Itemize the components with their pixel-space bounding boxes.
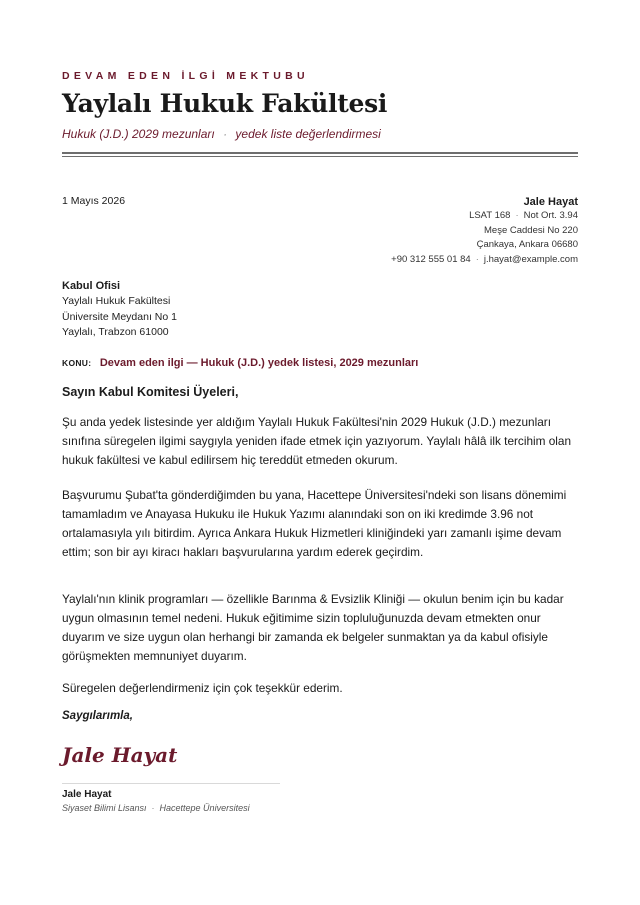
sender-scores bbox=[391, 209, 578, 224]
recipient-school: Yaylalı Hukuk Fakültesi bbox=[62, 295, 171, 307]
subtitle-program: Hukuk (J.D.) 2029 mezunları bbox=[62, 127, 215, 141]
subtitle-separator: · bbox=[223, 127, 228, 141]
closing: Saygılarımla, bbox=[62, 710, 133, 722]
body-paragraph: Başvurumu Şubat'ta gönderdiğimden bu yana, Hacettepe Üniversitesi'ndeki son lisans dönemimi tamamladım ve Anayasa Hukuku ile Hukuk Yazımı alanındaki son on iki kredimde 3.96 not ortalamasıyla yılı bitirdim. Ayrıca Ankara Hukuk Hizmetleri kliniğindeki yarı zamanlı işime devam ettim; son bir ayı kiracı hakları başvurularına yardım ederek geçirdim. bbox=[62, 488, 567, 559]
sender-lsat: LSAT 168 bbox=[469, 210, 511, 221]
subject-line bbox=[62, 353, 418, 371]
sender-email: j.hayat@example.com bbox=[483, 253, 578, 265]
subtitle-status: yedek liste değerlendirmesi bbox=[235, 127, 381, 141]
sender-contact bbox=[391, 253, 578, 268]
signature-credentials bbox=[62, 803, 250, 813]
header-divider-thin bbox=[62, 156, 578, 157]
sender-city: Çankaya, Ankara 06680 bbox=[476, 239, 578, 250]
body-paragraph: Yaylalı'nın klinik programları — özellikle Barınma & Evsizlik Kliniği — okulun benim için bu kadar uygun olmasının temel nedeni. Hukuk eğitimime sizin topluluğunuzda devam etmekten onur duyarım ve size uygun olan herhangi bir zamanda ek belgeler sunmaktan ya da kabul ofisiyle görüşmekten memnuniyet duyarım. bbox=[62, 592, 564, 663]
signature-script: Jale Hayat bbox=[62, 743, 178, 767]
sender-phone: +90 312 555 01 84 bbox=[391, 253, 471, 265]
sender-gpa: Not Ort. 3.94 bbox=[523, 210, 578, 221]
sender-street: Meşe Caddesi No 220 bbox=[484, 224, 578, 236]
signature-divider bbox=[62, 783, 280, 784]
subject-tag: KONU: bbox=[62, 358, 92, 368]
signature-separator: · bbox=[151, 803, 155, 813]
sender-separator: · bbox=[515, 210, 519, 221]
recipient-city: Yaylalı, Trabzon 61000 bbox=[62, 326, 169, 338]
subject-text: Devam eden ilgi — Hukuk (J.D.) yedek listesi, 2029 mezunları bbox=[99, 357, 419, 369]
letter-date: 1 Mayıs 2026 bbox=[62, 195, 126, 207]
recipient-street: Üniversite Meydanı No 1 bbox=[62, 310, 177, 323]
recipient-block bbox=[62, 279, 177, 341]
sender-name: Jale Hayat bbox=[523, 196, 578, 208]
letter-subtitle bbox=[62, 127, 381, 141]
letter-kicker: DEVAM EDEN İLGİ MEKTUBU bbox=[62, 70, 309, 82]
header-divider-thick bbox=[62, 152, 578, 154]
salutation: Sayın Kabul Komitesi Üyeleri, bbox=[62, 385, 239, 399]
letter-page bbox=[62, 0, 578, 905]
body-paragraph: Şu anda yedek listesinde yer aldığım Yaylalı Hukuk Fakültesi'nin 2029 Hukuk (J.D.) mezunları sınıfına süregelen ilgimi saygıyla yeniden ifade etmek için yazıyorum. Yaylalı hâlâ ilk tercihim olan hukuk fakültesi ve kabul edilirsem hiç tereddüt etmeden okurum. bbox=[62, 415, 572, 467]
sender-separator: · bbox=[475, 253, 479, 265]
signature-degree: Siyaset Bilimi Lisansı bbox=[62, 803, 147, 813]
signature-name: Jale Hayat bbox=[62, 789, 112, 800]
page-title: Yaylalı Hukuk Fakültesi bbox=[62, 89, 388, 118]
signature-university: Hacettepe Üniversitesi bbox=[159, 803, 250, 813]
recipient-name: Kabul Ofisi bbox=[62, 280, 121, 292]
body-paragraph: Süregelen değerlendirmeniz için çok teşekkür ederim. bbox=[62, 681, 343, 695]
sender-block bbox=[391, 195, 578, 267]
